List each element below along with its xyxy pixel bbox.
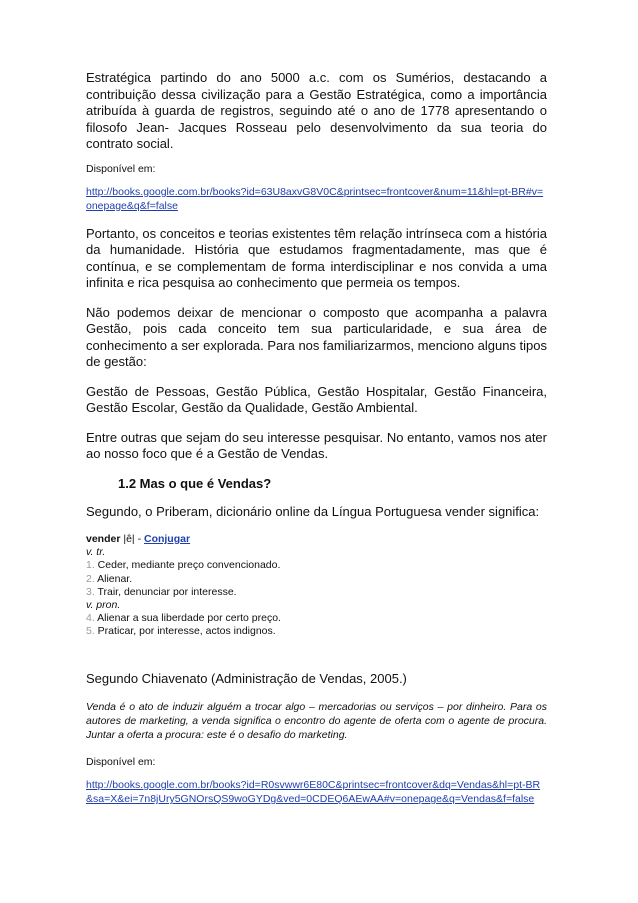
headword: vender — [86, 533, 121, 545]
definition-item: 5. Praticar, por interesse, actos indignos. — [86, 625, 276, 638]
paragraph-chiavenato: Segundo Chiavenato (Administração de Vendas, 2005.) — [86, 670, 407, 686]
definition-item: 2. Alienar. — [86, 572, 133, 585]
word-class-pronominal: v. pron. — [86, 599, 121, 612]
available-label: Disponível em: — [86, 162, 156, 175]
google-books-link-vendas[interactable]: http://books.google.com.br/books?id=R0svwwr6E80C&printsec=frontcover&dq=Vendas&hl=pt-BR&sa=X&ei=7n8jUry5GNOrsQS9woGYDg&ved=0CDEQ6AEwAA#v=onepage&q=Vendas&f=false — [86, 779, 541, 806]
paragraph-history: Estratégica partindo do ano 5000 a.c. com os Sumérios, destacando a contribuição dessa civilização para a Gestão Estratégica, como a importância atribuída à guarda de registros, seguindo até o ano de 1778 apresentando o filosofo Jean- Jacques Rosseau pelo desenvolvimento da sua teoria do contrato social. — [86, 70, 547, 151]
sales-definition-quote: Venda é o ato de induzir alguém a trocar algo – mercadorias ou serviços – por dinheiro. Para os autores de marketing, a venda significa o encontro do agente de oferta com o agente de procura. Juntar a oferta a procura: este é o desafio do marketing. — [86, 701, 547, 742]
pronunciation: |ê| - — [120, 533, 144, 545]
paragraph-priberam: Segundo, o Priberam, dicionário online da Língua Portuguesa vender significa: — [86, 503, 540, 519]
definition-item: 4. Alienar a sua liberdade por certo preço. — [86, 612, 281, 625]
paragraph-concepts: Portanto, os conceitos e teorias existentes têm relação intrínseca com a história da humanidade. História que estudamos fragmentadamente, mas que é contínua, e se complementam de forma interdisciplinar e nos convida a uma infinita e rica pesquisa ao conhecimento que permeia os tempos. — [86, 225, 547, 290]
conjugate-link[interactable]: Conjugar — [143, 533, 191, 545]
dictionary-entry — [86, 533, 547, 639]
paragraph-management: Não podemos deixar de mencionar o composto que acompanha a palavra Gestão, pois cada conceito tem sua particularidade, e sua área de conhecimento a ser explorada. Para nos familiarizarmos, menciono alguns tipos de gestão: — [86, 304, 548, 369]
dictionary-headword-line — [86, 533, 547, 546]
document-page — [86, 70, 547, 806]
word-class-transitive: v. tr. — [86, 546, 106, 559]
google-books-link[interactable]: http://books.google.com.br/books?id=63U8axvG8V0C&printsec=frontcover&num=11&hl=pt-BR#v=onepage&q&f=false — [86, 185, 544, 212]
section-heading: 1.2 Mas o que é Vendas? — [118, 475, 272, 491]
paragraph-focus: Entre outras que sejam do seu interesse pesquisar. No entanto, vamos nos ater ao nosso foco que é a Gestão de Vendas. — [86, 429, 547, 461]
definition-item: 1. Ceder, mediante preço convencionado. — [86, 559, 281, 572]
available-label: Disponível em: — [86, 756, 156, 769]
definition-item: 3. Trair, denunciar por interesse. — [86, 585, 237, 598]
paragraph-management-types: Gestão de Pessoas, Gestão Pública, Gestão Hospitalar, Gestão Financeira, Gestão Escolar, Gestão da Qualidade, Gestão Ambiental. — [86, 383, 547, 415]
